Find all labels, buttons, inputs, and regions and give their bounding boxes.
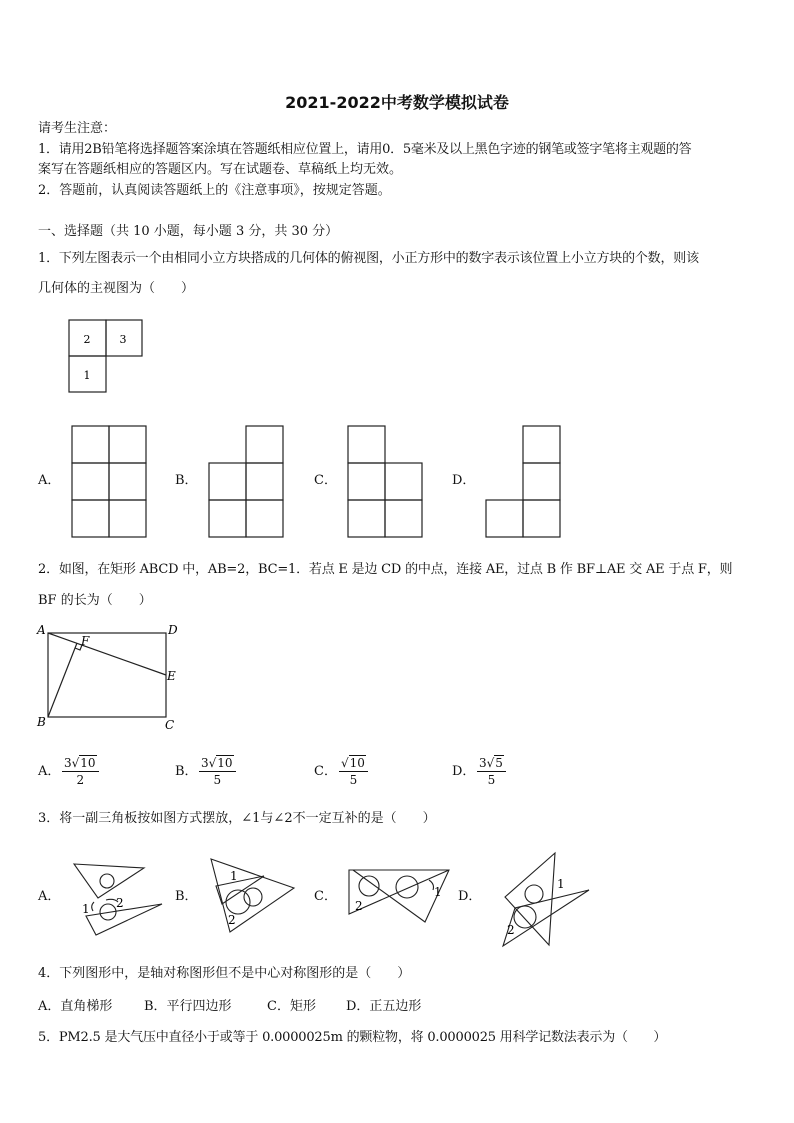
q4-option-b[interactable]: B．平行四边形 [144, 999, 232, 1014]
q2-option-a-value: $\frac{3√10}{2}$ [62, 755, 99, 788]
angle-1-label: 1 [434, 885, 442, 899]
q1-option-a-figure [70, 424, 148, 540]
q4-option-d[interactable]: D．正五边形 [346, 999, 422, 1014]
notice-line-3: 2．答题前，认真阅读答题纸上的《注意事项》，按规定答题。 [38, 183, 391, 198]
angle-1-label: 1 [230, 869, 238, 883]
q1-grid-number: 3 [119, 333, 127, 346]
q3-option-c-label[interactable]: C． [314, 889, 337, 904]
angle-2-label: 2 [116, 896, 124, 910]
set-square [211, 859, 294, 932]
point-label-c: C [165, 718, 175, 732]
notice-heading: 请考生注意： [38, 121, 117, 136]
angle-1-label: 1 [557, 877, 565, 891]
point-label-d: D [168, 623, 178, 637]
q1-option-c-figure [346, 424, 424, 540]
q3-option-d-label[interactable]: D． [458, 889, 482, 904]
q3-option-a-figure [66, 860, 166, 938]
q2-rectangle-figure [34, 620, 184, 732]
point-label-b: B [37, 715, 46, 729]
q5-line-1: 5．PM2.5 是大气压中直径小于或等于 0.0000025m 的颗粒物，将 0.0000025 用科学记数法表示为（ ） [38, 1030, 667, 1045]
q3-option-b-label[interactable]: B． [175, 889, 198, 904]
set-square [86, 904, 162, 935]
q1-line-1: 1．下列左图表示一个由相同小立方块搭成的几何体的俯视图，小正方形中的数字表示该位置上小立方块的个数，则该 [38, 251, 699, 266]
q1-option-b-label[interactable]: B． [175, 473, 198, 488]
q2-option-b-label[interactable]: B． [175, 764, 198, 779]
q3-option-a-label[interactable]: A． [38, 889, 61, 904]
q2-option-d-value: $\frac{3√5}{5}$ [477, 755, 506, 788]
segment-ae [48, 633, 166, 675]
point-label-e: E [167, 669, 176, 683]
q1-option-d-label[interactable]: D． [452, 473, 476, 488]
q2-option-b-value: $\frac{3√10}{5}$ [199, 755, 236, 788]
q4-option-c[interactable]: C．矩形 [267, 999, 316, 1014]
q4-line-1: 4．下列图形中，是轴对称图形但不是中心对称图形的是（ ） [38, 966, 411, 981]
q2-line-2: BF 的长为（ ） [38, 593, 152, 608]
angle-2-label: 2 [355, 899, 363, 913]
q2-option-c-value: $\frac{√10}{5}$ [339, 755, 368, 788]
rectangle-abcd [48, 633, 166, 717]
q1-option-d-figure [484, 424, 562, 540]
set-square [74, 864, 144, 898]
q3-option-c-figure [345, 866, 453, 926]
q1-top-view-figure [66, 317, 146, 395]
set-square [503, 890, 589, 946]
q3-option-d-figure [493, 850, 593, 948]
q2-option-c-label[interactable]: C． [314, 764, 337, 779]
q3-line-1: 3．将一副三角板按如图方式摆放，∠1与∠2不一定互补的是（ ） [38, 811, 436, 826]
point-label-a: A [37, 623, 46, 637]
page-title: 2021-2022中考数学模拟试卷 [285, 93, 509, 112]
q1-grid-number: 1 [83, 369, 91, 382]
notice-line-2: 案写在答题纸相应的答题区内。写在试题卷、草稿纸上均无效。 [38, 162, 403, 177]
section-heading: 一、选择题（共 10 小题，每小题 3 分，共 30 分） [38, 224, 339, 239]
q1-option-c-label[interactable]: C． [314, 473, 337, 488]
angle-2-label: 2 [507, 923, 515, 937]
q2-option-d-label[interactable]: D． [452, 764, 476, 779]
point-label-f: F [81, 634, 90, 648]
q1-option-a-label[interactable]: A． [38, 473, 61, 488]
q1-option-b-figure [207, 424, 285, 540]
angle-1-label: 1 [82, 902, 90, 916]
q2-option-a-label[interactable]: A． [38, 764, 61, 779]
notice-line-1: 1．请用2B铅笔将选择题答案涂填在答题纸相应位置上，请用0．5毫米及以上黑色字迹的钢笔或签字笔将主观题的答 [38, 142, 692, 157]
segment-bf [48, 643, 77, 717]
q1-line-2: 几何体的主视图为（ ） [38, 281, 195, 296]
q4-option-a[interactable]: A．直角梯形 [38, 999, 113, 1014]
q3-option-b-figure [208, 854, 298, 936]
q2-line-1: 2．如图，在矩形 ABCD 中，AB=2，BC=1．若点 E 是边 CD 的中点，连接 AE，过点 B 作 BF⊥AE 交 AE 于点 F，则 [38, 562, 733, 577]
q1-grid-number: 2 [83, 333, 91, 346]
angle-2-label: 2 [228, 913, 236, 927]
